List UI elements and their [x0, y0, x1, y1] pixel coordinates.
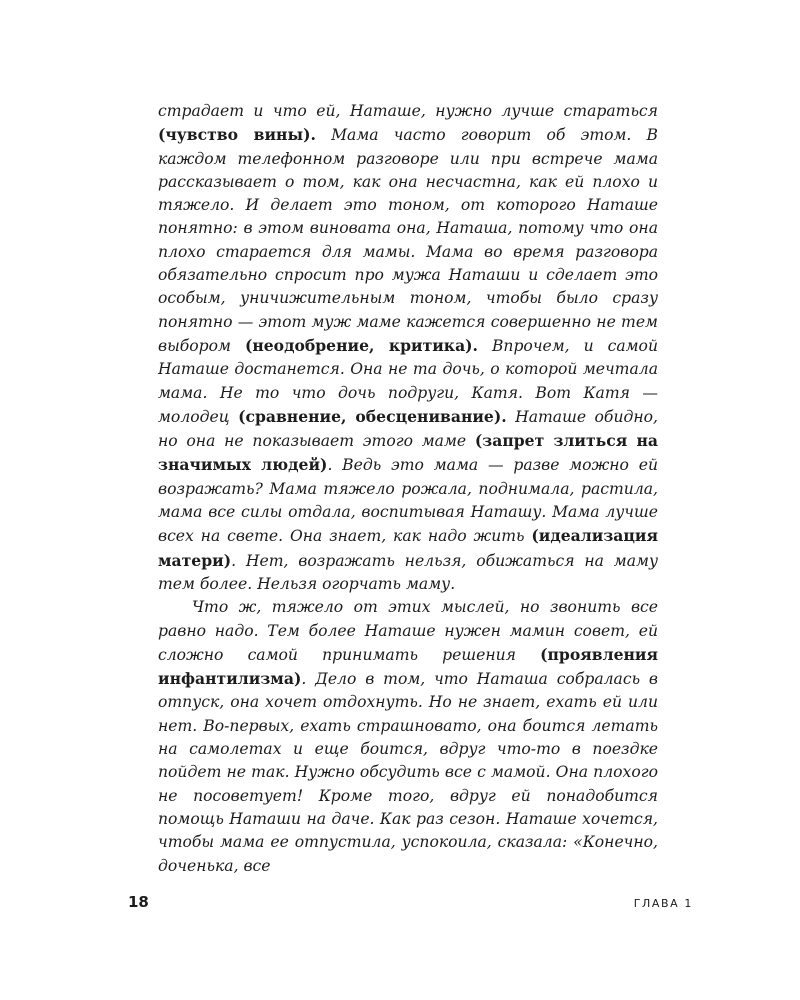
term-anger-ban: (запрет злиться на значимых людей)	[158, 431, 658, 475]
term-guilt: (чувство вины).	[158, 125, 316, 145]
term-idealization: (идеализация матери)	[158, 526, 658, 570]
text-run: Мама часто говорит об этом. В каждом телефонном разговоре или при встрече мама рассказывает о том, как она несчастна, как ей плохо и тяжело. И делает это тоном, от которого Наташе понятно: в этом виновата она, Наташа, потому что она плохо старается для мамы. Мама во время разговора обязательно спросит про мужа Наташи и сделает это особым, уничижительным тоном, чтобы было сразу понятно — этот муж маме кажется совершенно не тем выбором	[158, 126, 659, 355]
text-run: страдает и что ей, Наташе, нужно лучше стараться	[158, 102, 658, 120]
text-run: Что ж, тяжело от этих мыслей, но звонить все равно надо. Тем более Наташе нужен мамин совет, ей сложно самой принимать решения	[158, 598, 658, 664]
term-disapproval: (неодобрение, критика).	[244, 335, 478, 355]
page-number: 18	[128, 893, 149, 911]
text-run: . Нет, возражать нельзя, обижаться на маму тем более. Нельзя огорчать маму.	[158, 551, 658, 593]
text-run: Наташе обидно, но она не показывает этого маме	[158, 407, 658, 451]
body-text	[158, 100, 658, 878]
paragraph-1	[158, 100, 658, 596]
text-run: Впрочем, и самой Наташе достанется. Она не та дочь, о которой мечтала мама. Не то что дочь подруги, Катя. Вот Катя — молодец	[158, 336, 658, 426]
text-run: . Дело в том, что Наташа собралась в отпуск, она хочет отдохнуть. Но не знает, ехать ей или нет. Во-первых, ехать страшновато, она боится летать на самолетах и еще боится, вдруг что-то в поездке пойдет не так. Нужно обсудить все с мамой. Она плохого не посоветует! Кроме того, вдруг ей понадобится помощь Наташи на даче. Как раз сезон. Наташе хочется, чтобы мама ее отпустила, успокоила, сказала: «Конечно, доченька, все	[158, 670, 658, 875]
paragraph-2	[158, 596, 658, 878]
running-footer-chapter: ГЛАВА 1	[633, 897, 693, 910]
term-comparison: (сравнение, обесценивание).	[238, 406, 507, 426]
text-run: . Ведь это мама — разве можно ей возражать? Мама тяжело рожала, поднимала, растила, мама все силы отдала, воспитывая Наташу. Мама лучше всех на свете. Она знает, как надо жить	[158, 456, 658, 546]
term-infantilism: (проявления инфантилизма)	[158, 644, 658, 689]
